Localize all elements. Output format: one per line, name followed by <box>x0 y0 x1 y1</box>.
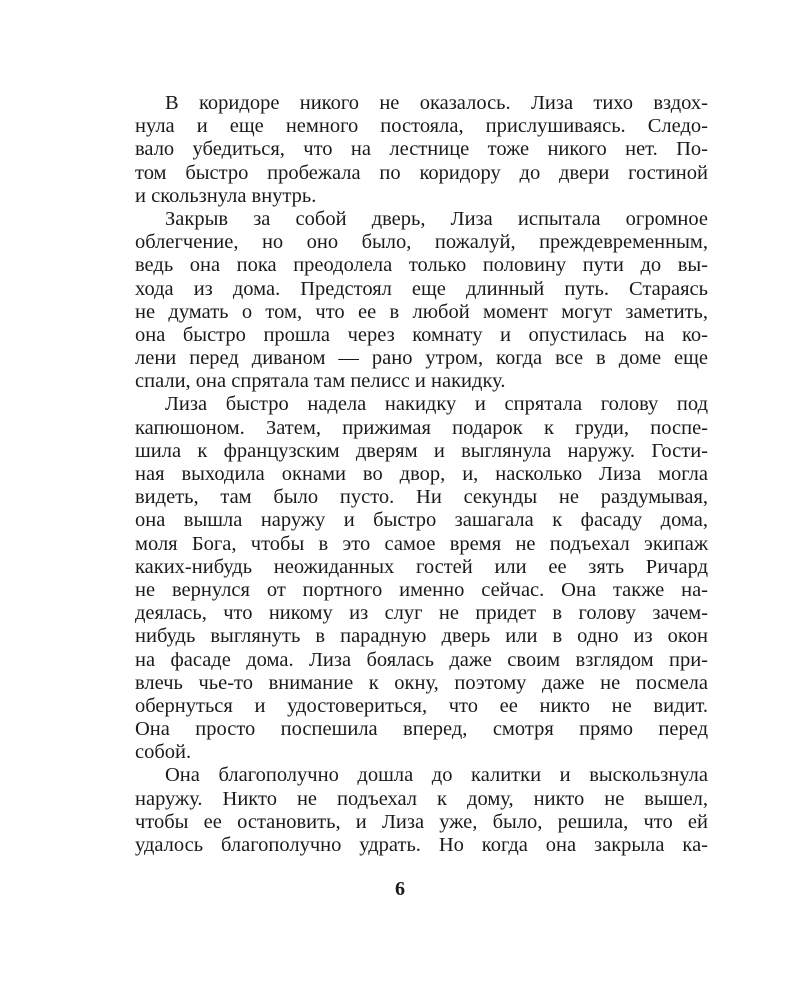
text-line: каких-нибудь неожиданных гостей или ее зять Ричард <box>135 555 708 578</box>
page-number: 6 <box>395 878 405 900</box>
text-line: не вернулся от портного именно сейчас. Она также на- <box>135 578 708 601</box>
text-line: шила к французским дверям и выглянула наружу. Гости- <box>135 439 708 462</box>
text-line: собой. <box>135 741 192 764</box>
text-line: нибудь выглянуть в парадную дверь или в одно из окон <box>135 625 708 648</box>
text-line: Она благополучно дошла до калитки и выскользнула <box>165 764 708 787</box>
paragraph <box>135 393 708 764</box>
text-line: нула и еще немного постояла, прислушиваясь. Следо- <box>135 115 708 138</box>
paragraph <box>135 208 708 394</box>
text-line: видеть, там было пусто. Ни секунды не раздумывая, <box>135 486 708 509</box>
text-line: Лиза быстро надела накидку и спрятала голову под <box>165 393 708 416</box>
text-line: хода из дома. Предстоял еще длинный путь. Стараясь <box>135 277 708 300</box>
paragraph <box>135 92 708 208</box>
text-line: ведь она пока преодолела только половину пути до вы- <box>135 254 708 277</box>
text-line: чтобы ее остановить, и Лиза уже, было, решила, что ей <box>135 810 708 833</box>
text-line: не думать о том, что ее в любой момент могут заметить, <box>135 300 708 323</box>
body-text <box>135 92 708 857</box>
text-line: вало убедиться, что на лестнице тоже никого нет. По- <box>135 138 708 161</box>
text-line: влечь чье-то внимание к окну, поэтому даже не посмела <box>135 671 708 694</box>
text-line: на фасаде дома. Лиза боялась даже своим взглядом при- <box>135 648 708 671</box>
text-line: Закрыв за собой дверь, Лиза испытала огромное <box>165 207 708 230</box>
text-line: капюшоном. Затем, прижимая подарок к груди, поспе- <box>135 416 708 439</box>
text-line: облегчение, но оно было, пожалуй, преждевременным, <box>135 231 708 254</box>
text-line: моля Бога, чтобы в это самое время не подъехал экипаж <box>135 532 708 555</box>
text-line: спали, она спрятала там пелисс и накидку. <box>135 370 506 393</box>
text-line: ная выходила окнами во двор, и, насколько Лиза могла <box>135 463 708 485</box>
text-line: она быстро прошла через комнату и опустилась на ко- <box>135 323 708 346</box>
text-line: и скользнула внутрь. <box>135 184 317 207</box>
text-line: наружу. Никто не подъехал к дому, никто не вышел, <box>135 787 708 810</box>
text-line: обернуться и удостовериться, что ее никто не видит. <box>135 694 708 717</box>
text-line: удалось благополучно удрать. Но когда она закрыла ка- <box>135 834 708 856</box>
text-line: В коридоре никого не оказалось. Лиза тихо вздох- <box>165 92 708 114</box>
text-line: Она просто поспешила вперед, смотря прямо перед <box>135 718 708 741</box>
text-line: том быстро пробежала по коридору до двери гостиной <box>135 161 708 184</box>
text-line: она вышла наружу и быстро зашагала к фасаду дома, <box>135 509 708 532</box>
text-line: лени перед диваном — рано утром, когда все в доме еще <box>135 347 708 370</box>
text-line: деялась, что никому из слуг не придет в голову зачем- <box>135 602 708 625</box>
paragraph <box>135 764 708 857</box>
